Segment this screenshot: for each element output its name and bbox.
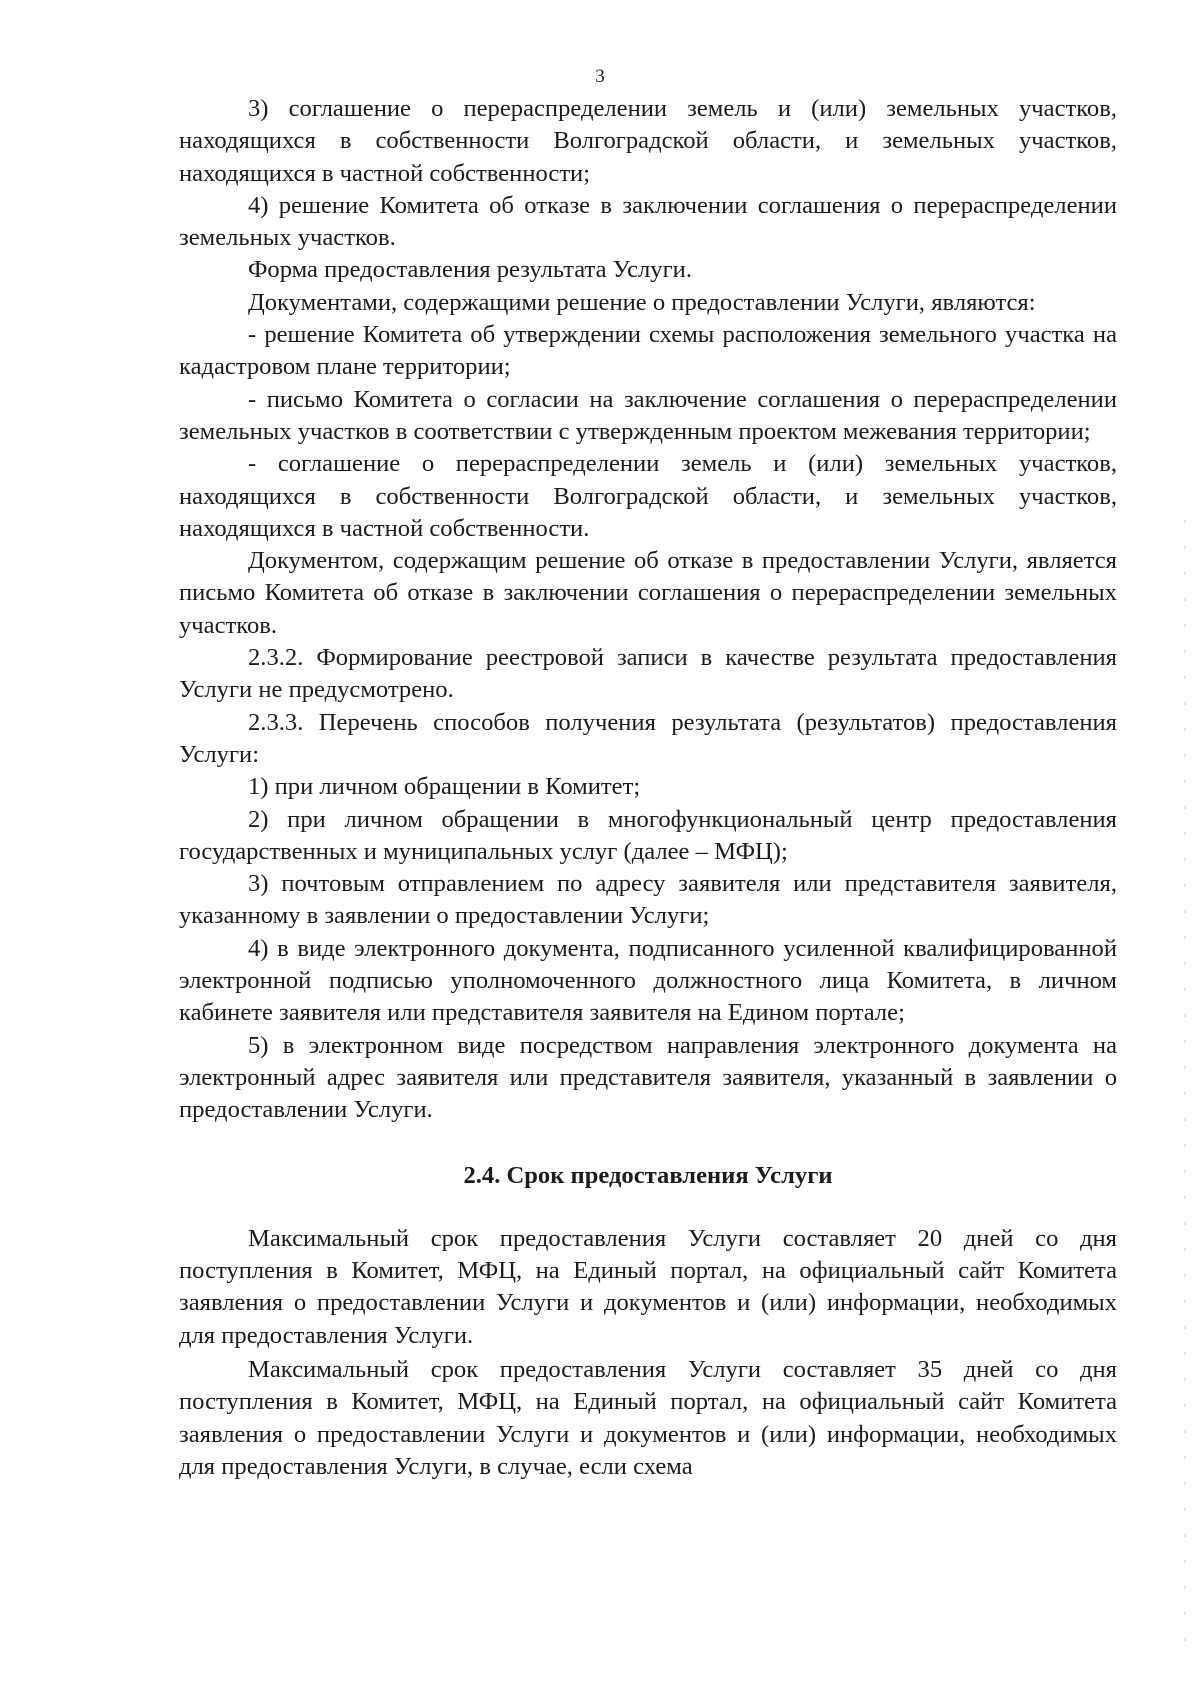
scan-edge-artifact — [1184, 520, 1186, 1660]
paragraph-2-3-2: 2.3.2. Формирование реестровой записи в качестве результата предоставления Услуги не предусмотрено. — [179, 644, 1117, 704]
page-number: 3 — [595, 66, 605, 87]
paragraph-item-3: 3) соглашение о перераспределении земель и (или) земельных участков, находящихся в собственности Волгоградской области, и земельных участков, находящихся в частной собственности; — [179, 95, 1117, 187]
list-item-3: 3) почтовым отправлением по адресу заявителя или представителя заявителя, указанному в заявлении о предоставлении Услуги; — [179, 870, 1117, 930]
paragraph-dash-letter: - письмо Комитета о согласии на заключение соглашения о перераспределении земельных участков в соответствии с утвержденным проектом межевания территории; — [179, 385, 1117, 445]
list-item-4: 4) в виде электронного документа, подписанного усиленной квалифицированной электронной подписью уполномоченного должностного лица Комитета, в личном кабинете заявителя или представителя заявителя на Едином портале; — [179, 934, 1117, 1027]
paragraph-dash-agreement: - соглашение о перераспределении земель и (или) земельных участков, находящихся в собственности Волгоградской области, и земельных участков, находящихся в частной собственности. — [179, 450, 1117, 542]
list-item-5: 5) в электронном виде посредством направления электронного документа на электронный адрес заявителя или представителя заявителя, указанный в заявлении о предоставлении Услуги. — [179, 1031, 1117, 1124]
paragraph-refusal-document: Документом, содержащим решение об отказе в предоставлении Услуги, является письмо Комитета об отказе в заключении соглашения о перераспределении земельных участков. — [179, 547, 1117, 639]
list-item-2: 2) при личном обращении в многофункциональный центр предоставления государственных и муниципальных услуг (далее – МФЦ); — [179, 805, 1117, 865]
paragraph-2-3-3: 2.3.3. Перечень способов получения результата (результатов) предоставления Услуги: — [179, 708, 1117, 768]
paragraph-documents-intro: Документами, содержащими решение о предоставлении Услуги, являются: — [248, 288, 1036, 316]
paragraph-item-4: 4) решение Комитета об отказе в заключении соглашения о перераспределении земельных участков. — [179, 191, 1117, 252]
document-body — [179, 93, 1117, 1483]
list-item-1: 1) при личном обращении в Комитет; — [248, 773, 641, 801]
paragraph-dash-decision: - решение Комитета об утверждении схемы расположения земельного участка на кадастровом плане территории; — [179, 321, 1117, 381]
paragraph-max-term-35: Максимальный срок предоставления Услуги составляет 35 дней со дня поступления в Комитет, МФЦ, на Единый портал, на официальный сайт Комитета заявления о предоставлении Услуги и документов и (или) информации, необходимых для предоставления Услуги, в случае, если схема — [179, 1355, 1117, 1480]
paragraph-result-form: Форма предоставления результата Услуги. — [248, 256, 692, 284]
paragraph-max-term-20: Максимальный срок предоставления Услуги составляет 20 дней со дня поступления в Комитет, МФЦ, на Единый портал, на официальный сайт Комитета заявления о предоставлении Услуги и документов и (или) информации, необходимых для предоставления Услуги. — [179, 1224, 1117, 1349]
section-heading-2-4: 2.4. Срок предоставления Услуги — [463, 1161, 833, 1189]
